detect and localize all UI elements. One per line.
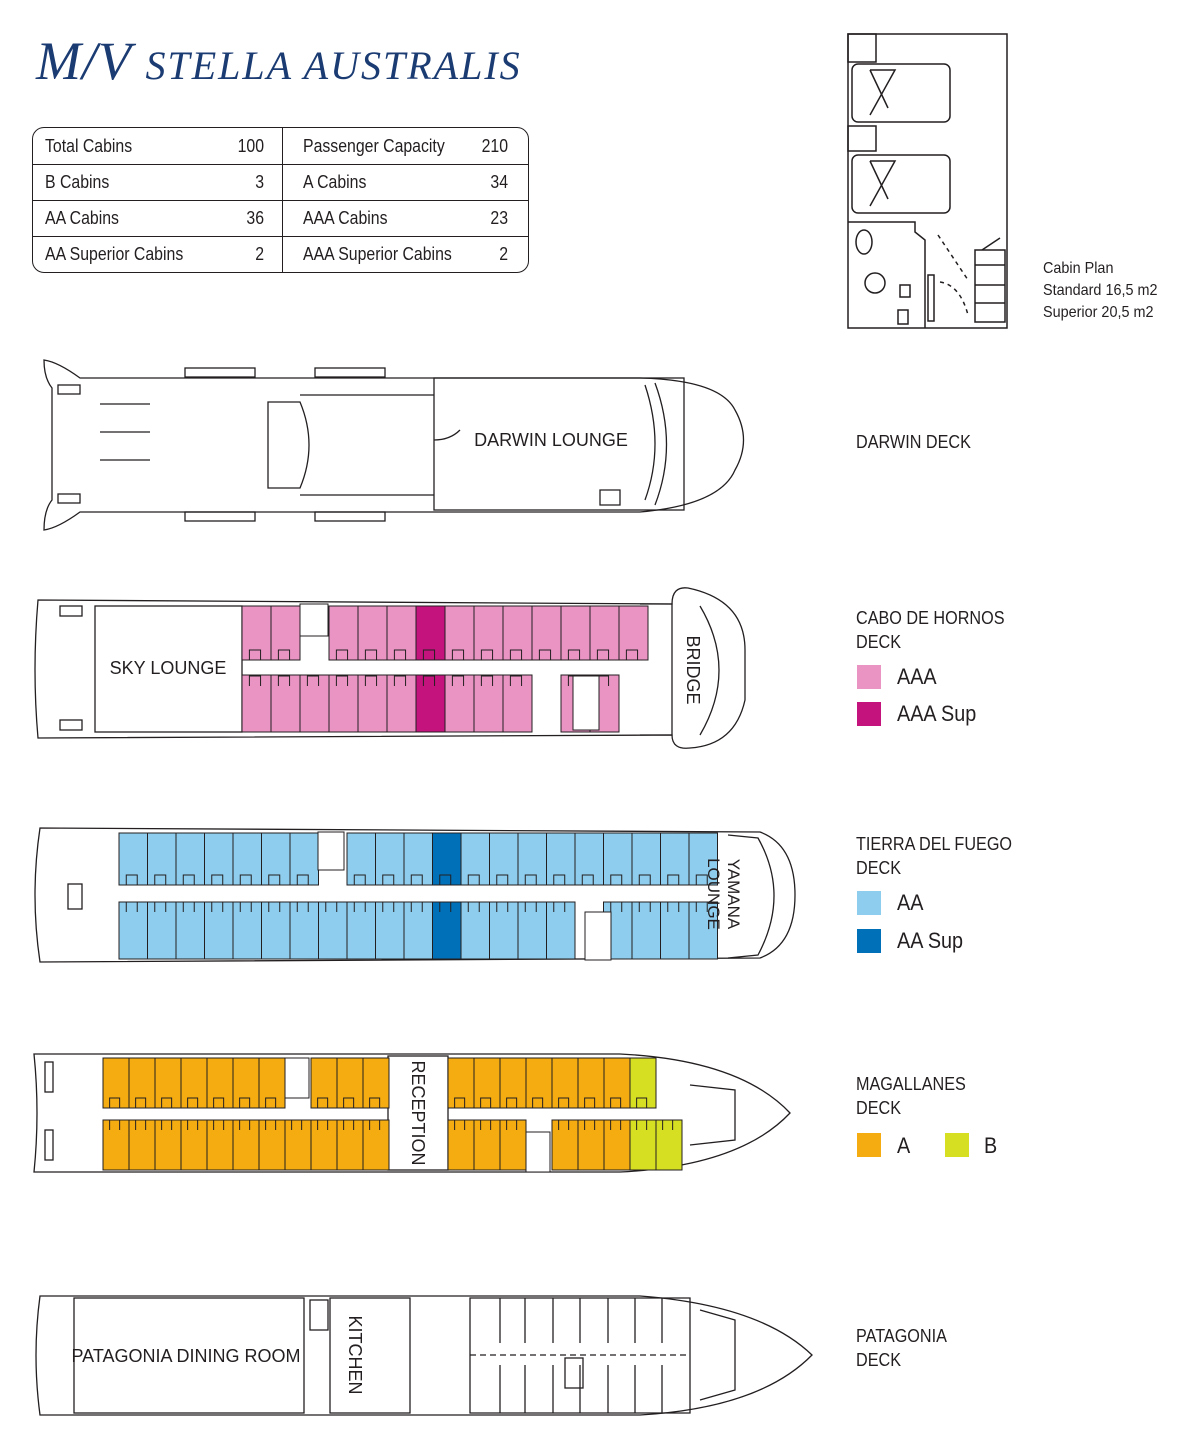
cabin [233, 833, 262, 885]
stats-label: A Cabins [303, 172, 367, 192]
stats-value: 2 [255, 244, 264, 264]
cabin [661, 902, 690, 959]
magallanes-cabins [103, 1058, 682, 1172]
cabin [656, 1120, 682, 1170]
stats-label: AA Superior Cabins [45, 244, 184, 264]
cabin [532, 606, 561, 660]
kitchen-label: KITCHEN [345, 1315, 365, 1395]
stats-label: AA Cabins [45, 208, 119, 228]
cabin [103, 1120, 129, 1170]
stairwell [285, 1058, 309, 1098]
cabin [311, 1058, 337, 1108]
stairwell [573, 676, 599, 730]
cabin [416, 606, 445, 660]
cabin [129, 1058, 155, 1108]
cabin [448, 1058, 474, 1108]
darwin-lounge-label: DARWIN LOUNGE [474, 430, 628, 450]
cabin [575, 833, 604, 885]
cabin [547, 833, 576, 885]
cabin [242, 606, 271, 660]
cabin [290, 902, 319, 959]
cabin [474, 606, 503, 660]
cabin [271, 675, 300, 732]
cabin [103, 1058, 129, 1108]
cabin [445, 606, 474, 660]
cabin [376, 833, 405, 885]
cabin [461, 902, 490, 959]
deck-label-cabo: CABO DE HORNOS DECK [856, 608, 1005, 652]
cabin [474, 1120, 500, 1170]
cabin [271, 606, 300, 660]
cabin [363, 1058, 389, 1108]
cabin [547, 902, 576, 959]
cabin [500, 1120, 526, 1170]
stats-label: AAA Cabins [303, 208, 388, 228]
stats-label: B Cabins [45, 172, 110, 192]
stairwell [318, 832, 344, 870]
cabin [630, 1058, 656, 1108]
cabin [526, 1058, 552, 1108]
cabin [119, 902, 148, 959]
stats-value: 210 [481, 136, 508, 156]
cabin [474, 675, 503, 732]
cabin [242, 675, 271, 732]
cabin [552, 1058, 578, 1108]
stats-value: 100 [237, 136, 264, 156]
cabin [445, 675, 474, 732]
cabin [518, 833, 547, 885]
cabin [319, 902, 348, 959]
darwin-deck-plan [44, 360, 744, 530]
cabin [363, 1120, 389, 1170]
stairwell [585, 912, 611, 960]
cabin [590, 606, 619, 660]
cabin-plan-superior: Superior 20,5 m2 [1043, 304, 1154, 321]
title-prefix: M/V [36, 31, 146, 91]
stats-label: AAA Superior Cabins [303, 244, 452, 264]
cabin [311, 1120, 337, 1170]
cabin [119, 833, 148, 885]
cabin [518, 902, 547, 959]
cabin [604, 833, 633, 885]
cabin [632, 902, 661, 959]
cabin [300, 675, 329, 732]
cabin [376, 902, 405, 959]
cabin [155, 1120, 181, 1170]
cabin [404, 902, 433, 959]
cabin [337, 1058, 363, 1108]
cabin [387, 606, 416, 660]
cabin [500, 1058, 526, 1108]
stats-value: 34 [490, 172, 508, 192]
dining-room-label: PATAGONIA DINING ROOM [71, 1346, 301, 1366]
cabin [285, 1120, 311, 1170]
cabin [233, 1058, 259, 1108]
cabin [207, 1120, 233, 1170]
title-ship-name: STELLA AUSTRALIS [145, 43, 522, 88]
legend-label-aa: AA [897, 890, 924, 915]
cabin [129, 1120, 155, 1170]
stairwell [526, 1132, 550, 1172]
reception-label: RECEPTION [408, 1060, 428, 1166]
cabin [148, 902, 177, 959]
cabin [233, 902, 262, 959]
cabin [176, 902, 205, 959]
cabin [358, 606, 387, 660]
deck-label-patagonia: PATAGONIA DECK [856, 1326, 947, 1370]
deck-label-magallanes: MAGALLANES DECK [856, 1074, 966, 1118]
legend-label-a: A [897, 1133, 911, 1158]
cabin [262, 833, 291, 885]
cabin [433, 902, 462, 959]
cabo-cabins [242, 604, 648, 732]
cabin-plan-title: Cabin Plan [1043, 260, 1114, 277]
cabin [404, 833, 433, 885]
cabin-plan-diagram [848, 34, 1007, 328]
stats-label: Passenger Capacity [303, 136, 445, 156]
cabin [329, 606, 358, 660]
deck-label-darwin: DARWIN DECK [856, 432, 971, 452]
cabin [205, 902, 234, 959]
cabin [448, 1120, 474, 1170]
cabin [490, 833, 519, 885]
cabin [259, 1058, 285, 1108]
cabin [632, 833, 661, 885]
cabin [155, 1058, 181, 1108]
cabin [474, 1058, 500, 1108]
cabin [347, 833, 376, 885]
stats-value: 36 [246, 208, 264, 228]
cabin [661, 833, 690, 885]
stats-value: 3 [255, 172, 264, 192]
cabin [433, 833, 462, 885]
cabin [461, 833, 490, 885]
legend-label-aa-sup: AA Sup [897, 928, 964, 953]
cabin [561, 606, 590, 660]
cabin [176, 833, 205, 885]
cabin [337, 1120, 363, 1170]
cabin [490, 902, 519, 959]
cabin [552, 1120, 578, 1170]
stairwell [300, 604, 328, 636]
cabin [387, 675, 416, 732]
cabin [358, 675, 387, 732]
cabin [181, 1058, 207, 1108]
deck-label-tierra: TIERRA DEL FUEGO DECK [856, 834, 1013, 878]
cabin-plan-standard: Standard 16,5 m2 [1043, 282, 1158, 299]
cabin [578, 1058, 604, 1108]
cabin [604, 1120, 630, 1170]
cabin [207, 1058, 233, 1108]
cabin [290, 833, 319, 885]
cabin [416, 675, 445, 732]
yamana-lounge-label: YAMANALOUNGE [704, 858, 743, 930]
stats-label: Total Cabins [45, 136, 133, 156]
cabin [503, 675, 532, 732]
bridge-label: BRIDGE [683, 635, 703, 705]
legend-label-b: B [984, 1133, 998, 1158]
sky-lounge-label: SKY LOUNGE [109, 658, 227, 678]
legend-label-aaa: AAA [897, 664, 937, 689]
cabin [578, 1120, 604, 1170]
cabin [205, 833, 234, 885]
cabin [233, 1120, 259, 1170]
cabin [347, 902, 376, 959]
cabin [619, 606, 648, 660]
cabin [262, 902, 291, 959]
cabin [329, 675, 358, 732]
stats-value: 23 [490, 208, 508, 228]
tierra-cabins [119, 832, 718, 960]
cabin [148, 833, 177, 885]
cabin [503, 606, 532, 660]
cabin [181, 1120, 207, 1170]
stats-value: 2 [499, 244, 508, 264]
cabin [604, 1058, 630, 1108]
cabin [259, 1120, 285, 1170]
legend-label-aaa-sup: AAA Sup [897, 701, 977, 726]
cabin [630, 1120, 656, 1170]
